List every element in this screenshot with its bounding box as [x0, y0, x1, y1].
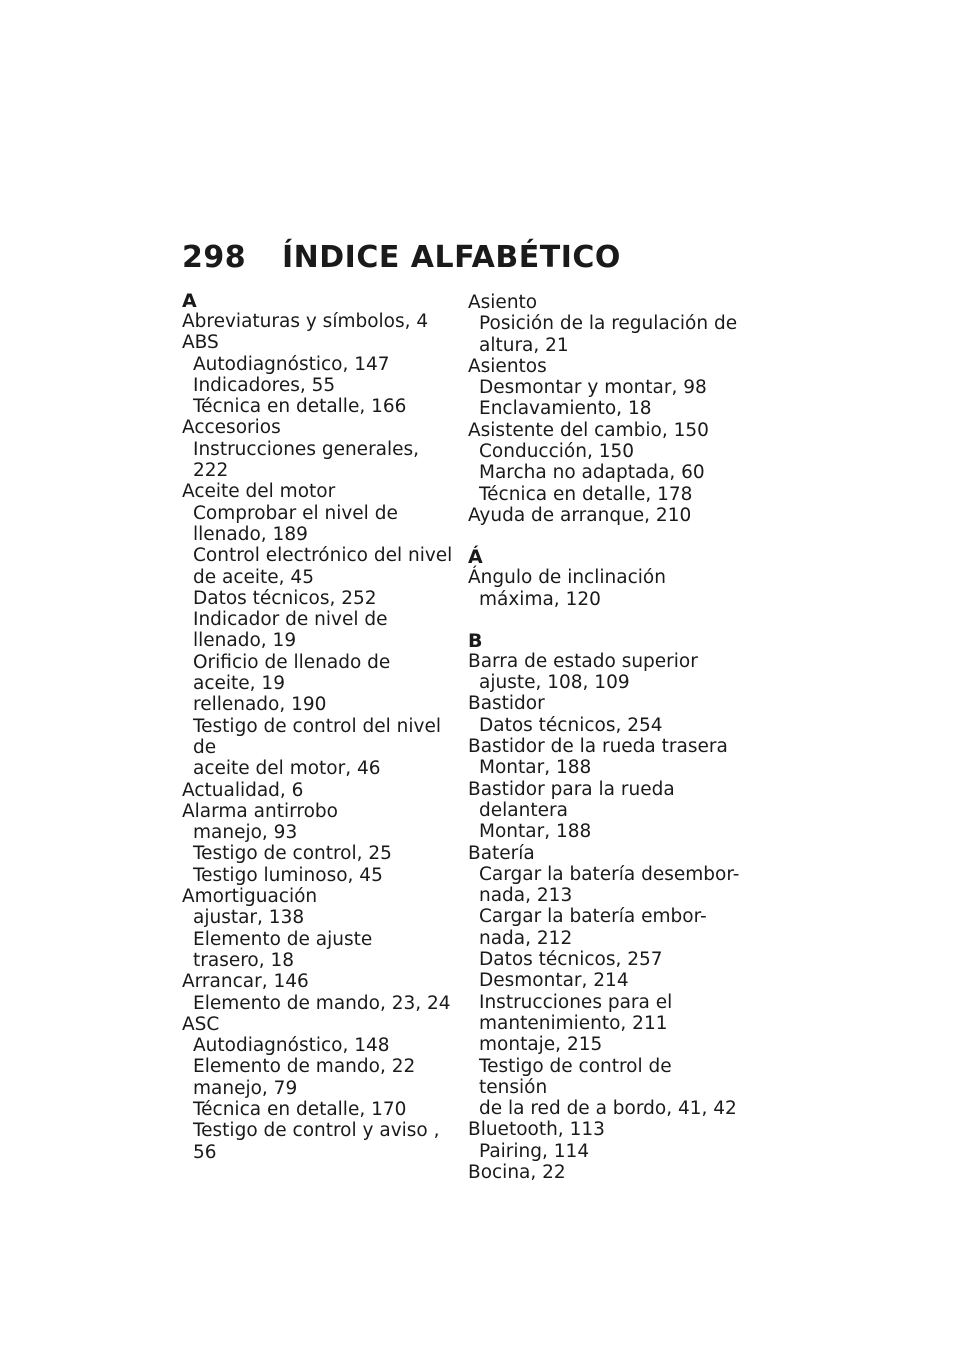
index-subentry: rellenado, 190 [193, 694, 327, 716]
index-entry: Bocina, 22 [468, 1161, 566, 1183]
index-subentry: trasero, 18 [193, 949, 295, 971]
index-subentry: nada, 213 [479, 885, 573, 907]
index-column-left [182, 292, 457, 1163]
index-subentry: Elemento de mando, 23, 24 [193, 992, 451, 1014]
index-subentry: delantera [479, 799, 568, 821]
index-entry: Asientos [468, 355, 547, 377]
index-subentry: Elemento de mando, 22 [193, 1056, 416, 1078]
index-subentry: de la red de a bordo, 41, 42 [479, 1098, 737, 1120]
index-entry: Bastidor para la rueda [468, 778, 675, 800]
section-gap [468, 610, 743, 632]
index-subentry: Testigo luminoso, 45 [193, 864, 383, 886]
index-entry: Asiento [468, 292, 538, 313]
index-subentry: Cargar la batería desembor- [479, 863, 740, 885]
index-subentry: manejo, 93 [193, 822, 298, 844]
index-subentry: ajuste, 108, 109 [479, 672, 630, 694]
index-entry: ABS [182, 332, 219, 354]
index-entry: Accesorios [182, 417, 281, 439]
index-subentry: Comprobar el nivel de [193, 502, 398, 524]
index-entry: Ángulo de inclinación [468, 567, 666, 589]
section-gap [468, 526, 743, 548]
index-subentry: Instrucciones para el [479, 991, 673, 1013]
index-subentry: Instrucciones generales, 222 [193, 438, 420, 482]
index-subentry: Testigo de control y aviso , 56 [193, 1120, 440, 1163]
index-letter-heading: Á [468, 546, 483, 569]
index-subentry: Técnica en detalle, 166 [193, 396, 407, 418]
index-subentry: Indicadores, 55 [193, 374, 336, 396]
index-subentry: Pairing, 114 [479, 1140, 590, 1162]
index-subentry: Cargar la batería embor- [479, 906, 707, 928]
index-entry: ASC [182, 1013, 220, 1035]
page-number: 298 [182, 240, 247, 275]
index-entry: Alarma antirrobo [182, 800, 338, 822]
index-subentry: Autodiagnóstico, 147 [193, 353, 390, 375]
index-subentry: Conducción, 150 [479, 441, 635, 463]
index-subentry: aceite, 19 [193, 673, 285, 695]
index-subentry: Control electrónico del nivel [193, 545, 453, 567]
index-subentry: mantenimiento, 211 [479, 1012, 668, 1034]
index-subentry: Marcha no adaptada, 60 [479, 462, 705, 484]
index-subentry: montaje, 215 [479, 1034, 603, 1056]
index-entry: Bluetooth, 113 [468, 1119, 605, 1141]
index-subentry: Indicador de nivel de [193, 609, 388, 631]
index-letter-heading: B [468, 629, 483, 652]
index-entry: Batería [468, 842, 535, 864]
index-entry: Ayuda de arranque, 210 [468, 504, 692, 526]
index-subentry: manejo, 79 [193, 1077, 298, 1099]
section-title: ÍNDICE ALFABÉTICO [282, 240, 621, 275]
index-subentry: altura, 21 [479, 334, 569, 356]
index-subentry: llenado, 189 [193, 523, 308, 545]
index-subentry: Montar, 188 [479, 821, 592, 843]
index-subentry: Orificio de llenado de [193, 651, 391, 673]
index-subentry: Testigo de control del nivel de [193, 715, 442, 758]
index-entry: Abreviaturas y símbolos, 4 [182, 311, 429, 332]
index-entry: Bastidor [468, 693, 545, 715]
index-subentry: Datos técnicos, 257 [479, 949, 663, 971]
index-subentry: Elemento de ajuste [193, 928, 373, 950]
index-subentry: Testigo de control, 25 [193, 843, 392, 865]
index-subentry: de aceite, 45 [193, 566, 314, 588]
index-subentry: Autodiagnóstico, 148 [193, 1035, 390, 1057]
index-subentry: Técnica en detalle, 170 [193, 1098, 407, 1120]
index-subentry: Desmontar, 214 [479, 970, 629, 992]
index-entry: Asistente del cambio, 150 [468, 419, 709, 441]
index-subentry: ajustar, 138 [193, 907, 305, 929]
index-subentry: máxima, 120 [479, 588, 601, 610]
index-subentry: Testigo de control de tensión [479, 1055, 672, 1098]
index-subentry: Desmontar y montar, 98 [479, 377, 707, 399]
index-subentry: Montar, 188 [479, 757, 592, 779]
index-entry: Arrancar, 146 [182, 971, 309, 993]
index-entry: Aceite del motor [182, 481, 336, 503]
index-subentry: aceite del motor, 46 [193, 758, 381, 780]
index-letter-heading: A [182, 290, 197, 312]
index-subentry: Posición de la regulación de [479, 313, 738, 335]
index-entry: Actualidad, 6 [182, 779, 304, 801]
index-column-right [468, 292, 743, 1183]
index-subentry: llenado, 19 [193, 630, 297, 652]
index-entry: Amortiguación [182, 886, 318, 908]
index-subentry: Datos técnicos, 254 [479, 714, 663, 736]
index-subentry: Datos técnicos, 252 [193, 587, 377, 609]
index-subentry: nada, 212 [479, 927, 573, 949]
index-entry: Barra de estado superior [468, 650, 698, 672]
index-entry: Bastidor de la rueda trasera [468, 736, 728, 758]
index-subentry: Técnica en detalle, 178 [479, 483, 693, 505]
index-subentry: Enclavamiento, 18 [479, 398, 652, 420]
